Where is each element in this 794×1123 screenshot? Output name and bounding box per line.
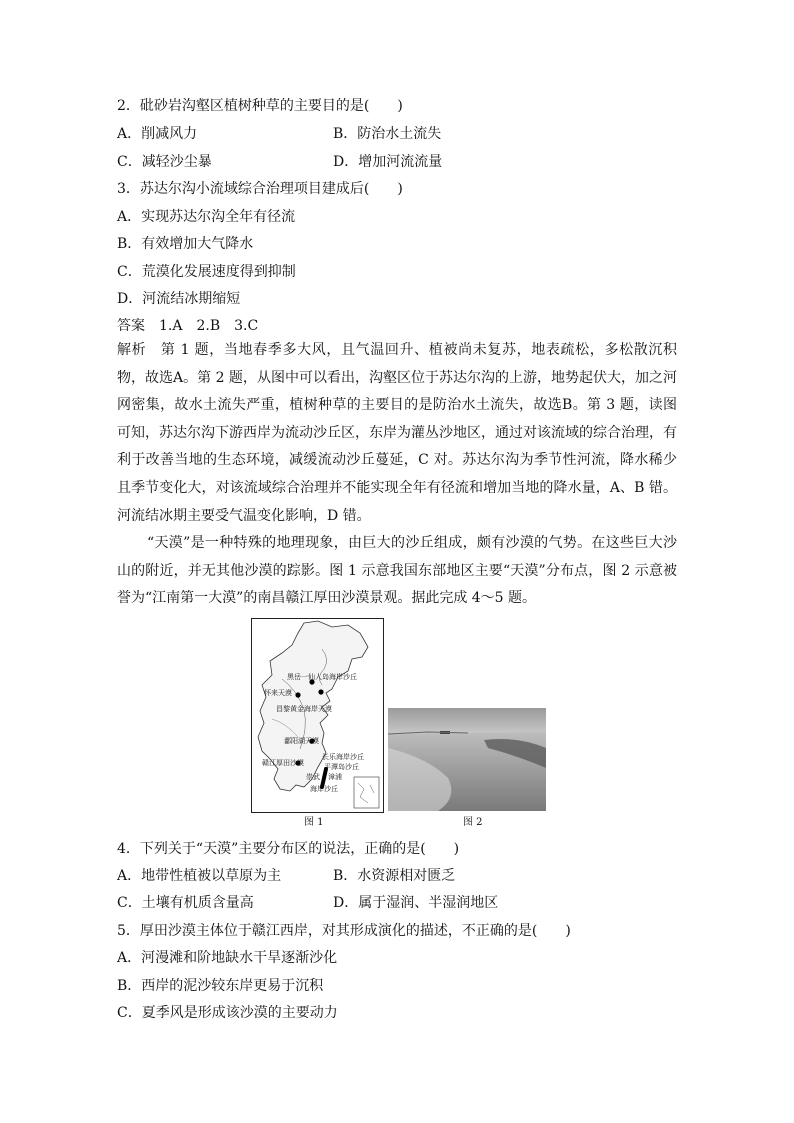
label-pingtan: 平潭岛沙丘 xyxy=(324,763,359,771)
question-2-option-a: A．削减风力 xyxy=(117,126,198,142)
question-4-option-a: A．地带性植被以草原为主 xyxy=(117,868,282,884)
question-5-option-a: A．河漫滩和阶地缺水干旱逐渐沙化 xyxy=(117,950,338,966)
analysis-paragraph: 解析 第 1 题，当地春季多大风，且气温回升、植被尚未复苏，地表疏松，多松散沉积物，故选A。第 2 题，从图中可以看出，沟壑区位于苏达尔沟的上游，地势起伏大，加之河网密集，故水土流失严重，植树种草的主要目的是防治水土流失，故选B。第 3 题，读图可知，苏达尔沟下游西岸为流动沙丘区，东岸为灌丛沙地区，通过对该流域的综合治理，有利于改善当地的生态环境，减缓流动沙丘蔓延，C 对。苏达尔沟为季节性河流，降水稀少且季节变化大，对该流域综合治理并不能实现全年有径流和增加当地的降水量，A、B 错。河流结冰期主要受气温变化影响，D 错。 xyxy=(117,342,677,524)
question-4-option-b: B．水资源相对匮乏 xyxy=(333,868,456,884)
figure-2-photo xyxy=(388,708,546,811)
figure-1-caption: 图 1 xyxy=(304,817,324,828)
label-huailai: 怀来天漠 xyxy=(264,689,292,697)
site-marker xyxy=(318,689,323,694)
label-zhangpu: 漳浦 xyxy=(328,773,342,781)
label-changle: 长乐海岸沙丘 xyxy=(322,753,364,761)
question-5-stem: 5．厚田沙漠主体位于赣江西岸，对其形成演化的描述，不正确的是( ) xyxy=(117,923,571,939)
answer-line: 答案 1.A 2.B 3.C xyxy=(117,318,259,334)
site-marker xyxy=(295,692,300,697)
sky xyxy=(388,708,546,734)
label-heiyue: 黑岳一仙人岛海岸沙丘 xyxy=(287,673,357,681)
question-2-option-d: D．增加河流流量 xyxy=(333,154,443,170)
intro-paragraph: “天漠”是一种特殊的地理现象，由巨大的沙丘组成，颇有沙漠的气势。在这些巨大沙山的附近，并无其他沙漠的踪影。图 1 示意我国东部地区主要“天漠”分布点，图 2 示意被誉为“江南第一大漠”的南昌赣江厚田沙漠景观。据此完成 4～5 题。 xyxy=(117,535,677,607)
question-2-stem: 2．砒砂岩沟壑区植树种草的主要目的是( ) xyxy=(117,98,403,114)
question-3-option-d: D．河流结冰期缩短 xyxy=(117,291,241,307)
label-haian: 海岸沙丘 xyxy=(310,785,338,793)
figure-1-map xyxy=(251,618,384,813)
question-3-option-c: C．荒漠化发展速度得到抑制 xyxy=(117,264,296,280)
figure-2-caption: 图 2 xyxy=(463,817,483,828)
sand-desert-photo xyxy=(388,708,546,811)
label-ganjiang: 赣江厚田沙漠 xyxy=(262,759,304,767)
label-changli: 昌黎黄金海岸天漠 xyxy=(276,705,332,713)
question-2-option-b: B．防治水土流失 xyxy=(333,126,442,142)
question-5-option-b: B．西岸的泥沙较东岸更易于沉积 xyxy=(117,978,324,994)
question-3-option-a: A．实现苏达尔沟全年有径流 xyxy=(117,209,296,225)
south-sea-inset xyxy=(354,777,379,808)
question-4-stem: 4．下列关于“天漠”主要分布区的说法，正确的是( ) xyxy=(117,841,460,857)
china-east-map xyxy=(252,619,383,812)
question-4-option-c: C．土壤有机质含量高 xyxy=(117,895,254,911)
question-3-option-b: B．有效增加大气降水 xyxy=(117,236,254,252)
question-5-option-c: C．夏季风是形成该沙漠的主要动力 xyxy=(117,1005,338,1021)
question-2-option-c: C．减轻沙尘暴 xyxy=(117,154,212,170)
question-3-stem: 3．苏达尔沟小流域综合治理项目建成后( ) xyxy=(117,181,403,197)
question-4-option-d: D．属于湿润、半湿润地区 xyxy=(333,895,499,911)
label-chongwu: 崇武 xyxy=(306,773,320,781)
label-poyang: 鄱阳湖天漠 xyxy=(284,737,319,745)
